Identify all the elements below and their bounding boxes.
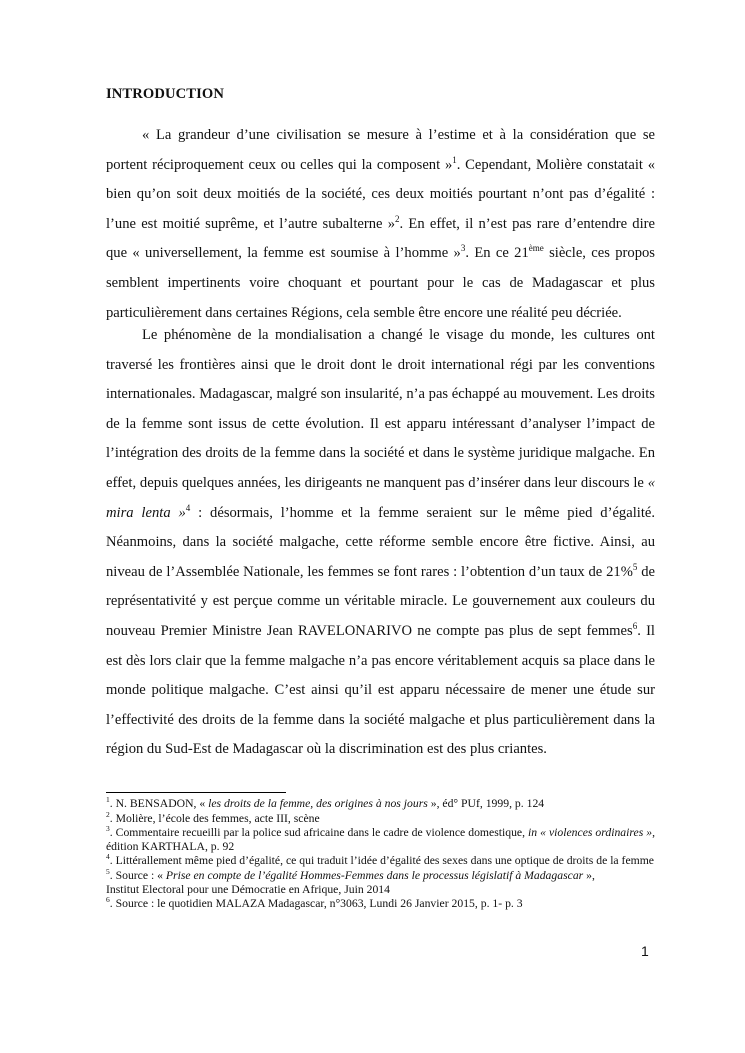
ordinal-suffix: ème: [528, 243, 544, 254]
text: . Molière, l’école des femmes, acte III, scène: [109, 811, 320, 825]
footnotes: [106, 797, 655, 912]
text: . Source : le quotidien MALAZA Madagascar, n°3063, Lundi 26 Janvier 2015, p. 1- p. 3: [109, 897, 523, 911]
text: . En effet, il n’est pas rare d’entendre dire que « universellement, la femme est soumise à l’homme »: [106, 215, 655, 262]
footnote-3: [106, 826, 655, 853]
footnote-6: [106, 897, 655, 911]
footnote-2: [106, 809, 655, 826]
text: . Cependant, Molière constatait « bien qu’on soit deux moitiés de la société, ces deux moitiés pourtant n’ont pas d’égalité : l’une est moitié suprême, et l’autre subalterne »: [106, 156, 656, 232]
paragraph-2: [106, 321, 655, 765]
text: : désormais, l’homme et la femme seraient sur le même pied d’égalité. Néanmoins, dans la société malgache, cette réforme semble encore être fictive. Ainsi, au niveau de l’Assemblée Nationale, les femmes se font rares : l’obtention d’un taux de 21%: [106, 504, 655, 580]
text: . N. BENSADON, «: [109, 797, 209, 810]
footnote-number: 5: [106, 867, 110, 877]
italic-title: Prise en compte de l’égalité Hommes-Femmes dans le processus législatif à Madagascar: [165, 868, 584, 882]
text: . En ce 21: [465, 245, 529, 262]
text: . Il est dès lors clair que la femme malgache n’a pas encore véritablement acquis sa place dans le monde politique malgache. C’est ainsi qu’il est apparu nécessaire de mener une étude sur l’effectivité des droits de la femme dans la société malgache et plus particulièrement dans la région du Sud-Est de Madagascar où la discrimination est des plus criantes.: [106, 622, 655, 758]
text: . Littérallement même pied d’égalité, ce qui traduit l’idée d’égalité des sexes dans une optique de droits de la femme: [109, 854, 654, 868]
footnote-5: [106, 869, 655, 896]
text: Le phénomène de la mondialisation a changé le visage du monde, les cultures ont traversé les frontières ainsi que le droit dont le droit international régi par les conventions internationales. Madagascar, malgré son insularité, n’a pas échappé au mouvement. Les droits de la femme sont issus de cette évolution. Il est apparu intéressant d’analyser l’impact de l’intégration des droits de la femme dans la société et dans le système juridique malgache. En effet, depuis quelques années, les dirigeants ne manquent pas d’insérer dans leur discours le: [106, 327, 655, 491]
text: siècle, ces propos semblent impertinents voire choquant et pourtant pour le cas de Madagascar et plus particulièrement dans certaines Régions, cela semble être encore une réalité peu décriée.: [106, 245, 655, 321]
footnote-ref-4[interactable]: 4: [185, 502, 191, 513]
footnote-number: 2: [106, 809, 110, 819]
footnote-ref-5[interactable]: 5: [632, 561, 638, 572]
text: », éd° PUf, 1999, p. 124: [427, 797, 545, 810]
footnote-1: [106, 797, 655, 811]
footnote-separator: [106, 792, 286, 793]
italic-title: les droits de la femme, des origines à nos jours: [208, 797, 428, 810]
page-number: 1: [641, 943, 649, 959]
text: »,: [583, 868, 595, 882]
footnote-ref-2[interactable]: 2: [395, 213, 400, 224]
paragraph-1: [106, 121, 655, 328]
text: « La grandeur d’une civilisation se mesure à l’estime et à la considération que se portent réciproquement ceux ou celles qui la composent »: [106, 127, 655, 173]
footnote-number: 1: [106, 795, 110, 805]
text: . Commentaire recueilli par la police sud africaine dans le cadre de violence domestique,: [109, 826, 529, 840]
text: . Source : «: [109, 868, 166, 882]
text: Institut Electoral pour une Démocratie en Afrique, Juin 2014: [106, 882, 390, 896]
italic-title: in « violences ordinaires »: [528, 826, 653, 840]
text: , édition KARTHALA, p. 92: [106, 826, 655, 853]
footnote-ref-1[interactable]: 1: [452, 154, 457, 165]
footnote-ref-3[interactable]: 3: [460, 243, 466, 254]
footnote-number: 4: [106, 852, 110, 862]
footnote-ref-6[interactable]: 6: [632, 621, 638, 632]
text: de représentativité y est perçue comme un véritable miracle. Le gouvernement aux couleurs du nouveau Premier Ministre Jean RAVELONARIVO ne compte pas plus de sept femmes: [106, 563, 655, 639]
italic-term: « mira lenta »: [106, 474, 655, 521]
footnote-4: [106, 854, 655, 868]
footnote-number: 3: [106, 824, 110, 834]
footnote-number: 6: [106, 895, 110, 905]
section-heading: INTRODUCTION: [106, 86, 224, 102]
